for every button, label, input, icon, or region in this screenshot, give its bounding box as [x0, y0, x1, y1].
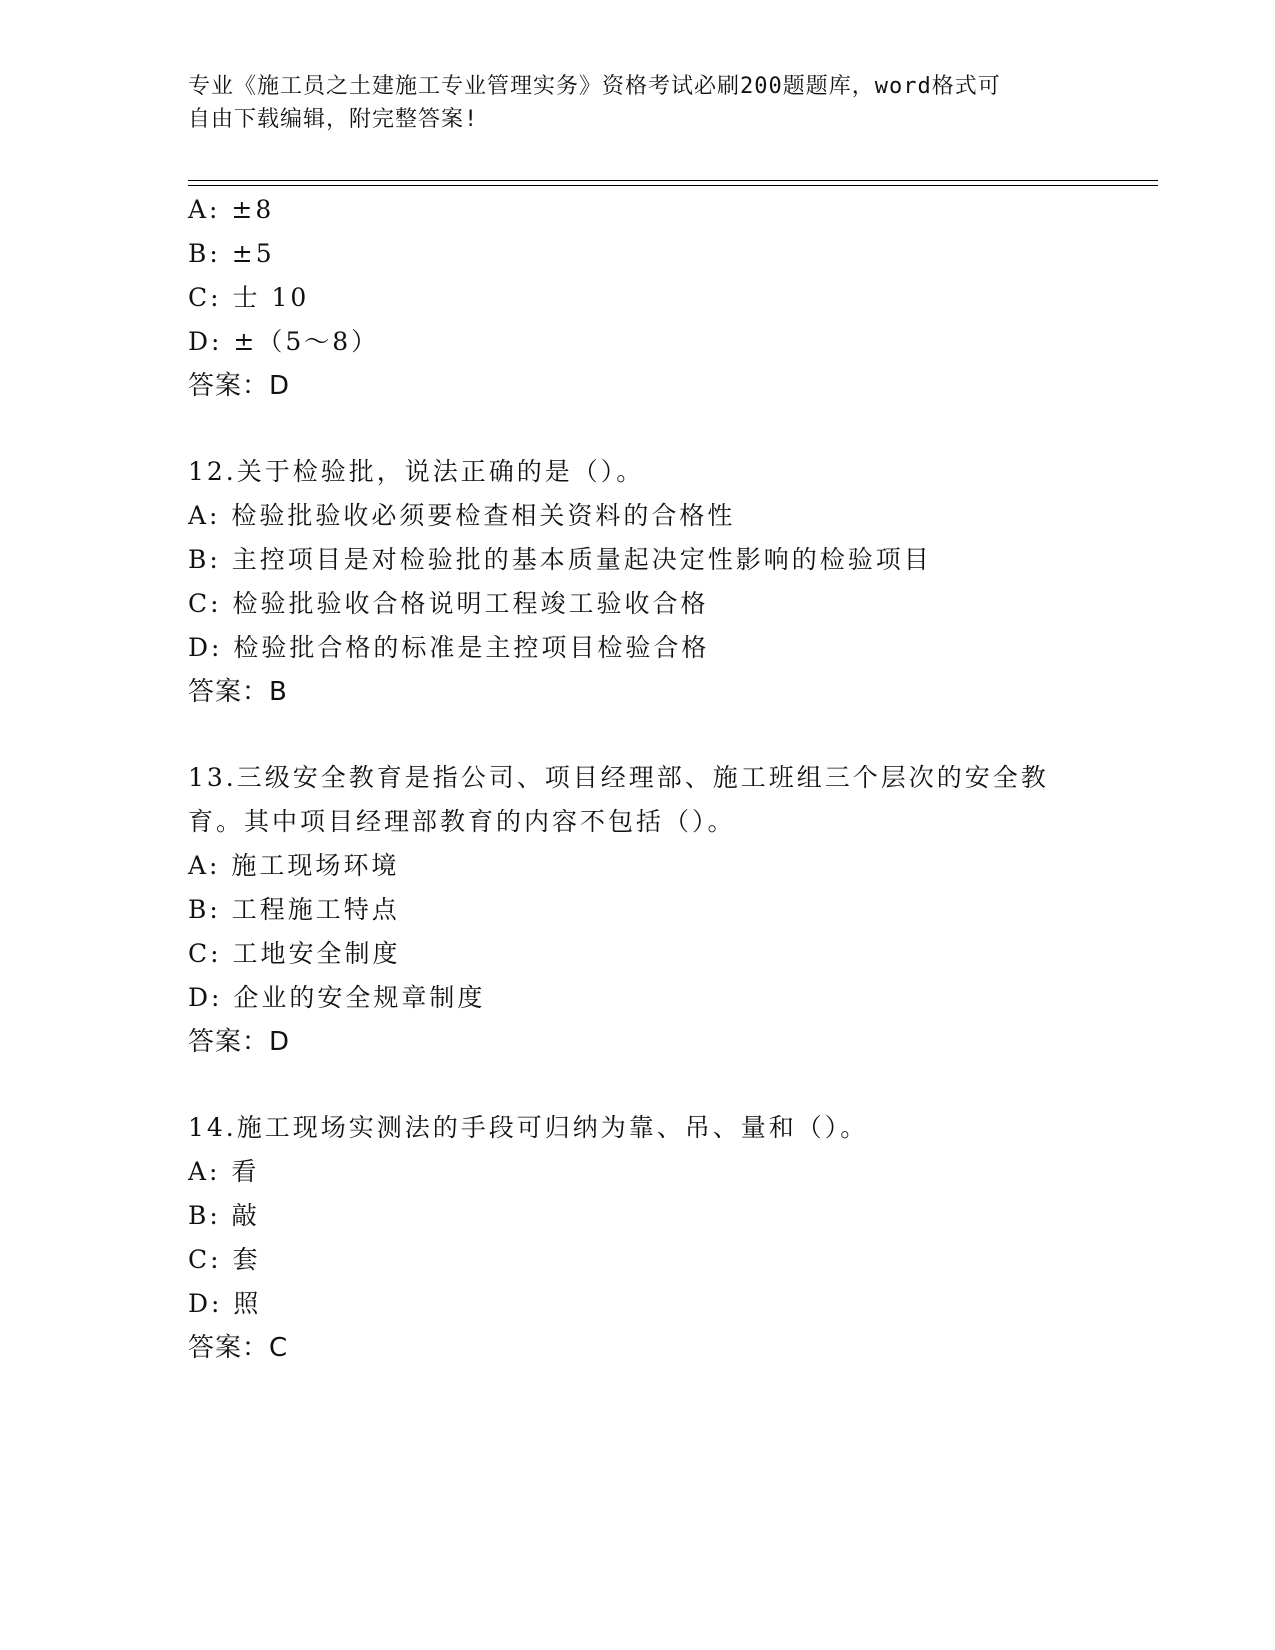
- option-c: C: 工地安全制度: [188, 939, 401, 968]
- header-line-1: 专业《施工员之土建施工专业管理实务》资格考试必刷200题题库，word格式可: [188, 74, 1001, 99]
- answer-line: 答案：D: [188, 1027, 291, 1057]
- answer-line: 答案：C: [188, 1333, 289, 1363]
- option-b: B: ±5: [188, 239, 275, 268]
- header-divider-bottom: [188, 185, 1158, 186]
- option-d: D: 企业的安全规章制度: [188, 983, 486, 1012]
- question-stem-line-1: 13.三级安全教育是指公司、项目经理部、施工班组三个层次的安全教: [188, 763, 1049, 792]
- answer-line: 答案：D: [188, 371, 291, 401]
- question-stem: 12.关于检验批，说法正确的是（）。: [188, 457, 645, 486]
- option-c: C: 套: [188, 1245, 261, 1274]
- option-c: C: 检验批验收合格说明工程竣工验收合格: [188, 589, 709, 618]
- option-d: D: ±（5～8）: [188, 327, 380, 356]
- option-a: A: ±8: [188, 195, 275, 224]
- answer-line: 答案：B: [188, 677, 288, 707]
- document-header: [188, 70, 1088, 136]
- option-b: B: 敲: [188, 1201, 260, 1230]
- option-d: D: 照: [188, 1289, 262, 1318]
- header-divider-top: [188, 180, 1158, 181]
- option-d: D: 检验批合格的标准是主控项目检验合格: [188, 633, 710, 662]
- option-a: A: 检验批验收必须要检查相关资料的合格性: [188, 501, 736, 530]
- option-b: B: 主控项目是对检验批的基本质量起决定性影响的检验项目: [188, 545, 932, 574]
- header-line-2: 自由下载编辑，附完整答案!: [188, 107, 479, 132]
- option-a: A: 施工现场环境: [188, 851, 400, 880]
- question-stem: 14.施工现场实测法的手段可归纳为靠、吊、量和（）。: [188, 1113, 869, 1142]
- question-stem-line-2: 育。其中项目经理部教育的内容不包括（）。: [188, 807, 736, 836]
- option-c: C: 士 10: [188, 283, 310, 312]
- option-a: A: 看: [188, 1157, 260, 1186]
- option-b: B: 工程施工特点: [188, 895, 400, 924]
